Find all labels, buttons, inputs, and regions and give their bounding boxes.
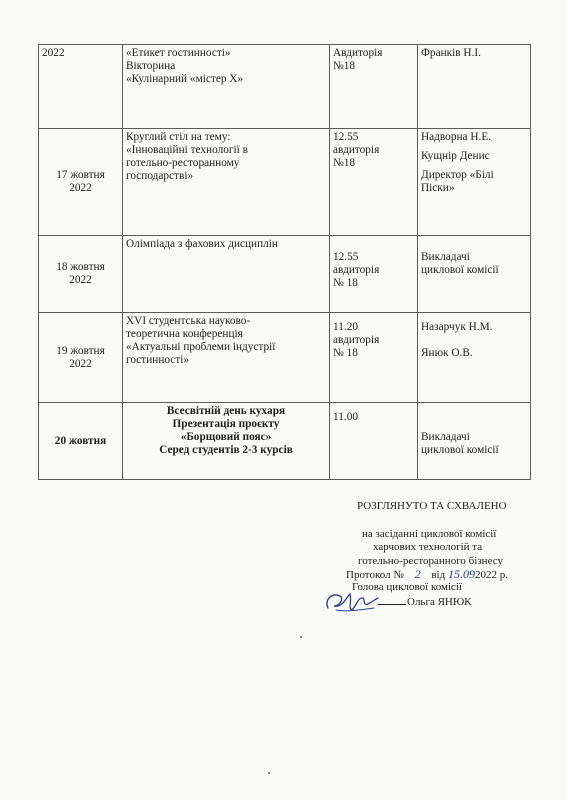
- date-cell: 20 жовтня: [39, 403, 123, 480]
- approval-line: на засіданні циклової комісії: [362, 528, 497, 540]
- responsible-cell: Надворна Н.Е. Кущнір Денис Директор «Білі Піски»: [418, 129, 531, 236]
- commission-head-label: Голова циклової комісії: [352, 581, 463, 593]
- approval-line: харчових технологій та: [373, 541, 483, 553]
- date-cell: 19 жовтня 2022: [39, 313, 123, 403]
- responsible-cell: Викладачі циклової комісії: [418, 236, 531, 313]
- schedule-table: [38, 44, 531, 480]
- table-row: [39, 129, 531, 236]
- commission-head-name: Ольга ЯНЮК: [378, 596, 472, 609]
- time-cell: Авдиторія №18: [330, 45, 418, 129]
- responsible-cell: Викладачі циклової комісії: [418, 403, 531, 480]
- approval-line: готельно-ресторанного бізнесу: [358, 555, 503, 567]
- date-cell: 17 жовтня 2022: [39, 129, 123, 236]
- protocol-number: 2: [414, 567, 421, 581]
- protocol-date: 15.09: [447, 567, 475, 581]
- responsible-cell: Франків Н.І.: [418, 45, 531, 129]
- scan-speck: [268, 772, 270, 774]
- table-row: [39, 45, 531, 129]
- event-cell: «Етикет гостинності» Вікторина «Кулінарний «містер Х»: [123, 45, 330, 129]
- approval-heading: РОЗГЛЯНУТО ТА СХВАЛЕНО: [357, 500, 507, 512]
- time-cell: 11.00: [330, 403, 418, 480]
- event-cell: XVI студентська науково- теоретична конференція «Актуальні проблеми індустрії гостинності»: [123, 313, 330, 403]
- time-cell: 12.55 авдиторія №18: [330, 129, 418, 236]
- table-row: [39, 236, 531, 313]
- table-row: [39, 403, 531, 480]
- event-cell: Всесвітній день кухаря Презентація проєкту «Борщовий пояс» Серед студентів 2-3 курсів: [123, 403, 330, 480]
- signature-icon: [322, 586, 382, 618]
- protocol-line: Протокол № 2 від 15.092022 р.: [346, 567, 508, 581]
- event-cell: Круглий стіл на тему: «Інноваційні технології в готельно-ресторанному господарстві»: [123, 129, 330, 236]
- time-cell: 11.20 авдиторія № 18: [330, 313, 418, 403]
- event-cell: Олімпіада з фахових дисциплін: [123, 236, 330, 313]
- time-cell: 12.55 авдиторія № 18: [330, 236, 418, 313]
- table-row: [39, 313, 531, 403]
- date-cell: 18 жовтня 2022: [39, 236, 123, 313]
- responsible-cell: Назарчук Н.М. Янюк О.В.: [418, 313, 531, 403]
- date-cell: 2022: [39, 45, 123, 129]
- scan-speck: [300, 636, 302, 638]
